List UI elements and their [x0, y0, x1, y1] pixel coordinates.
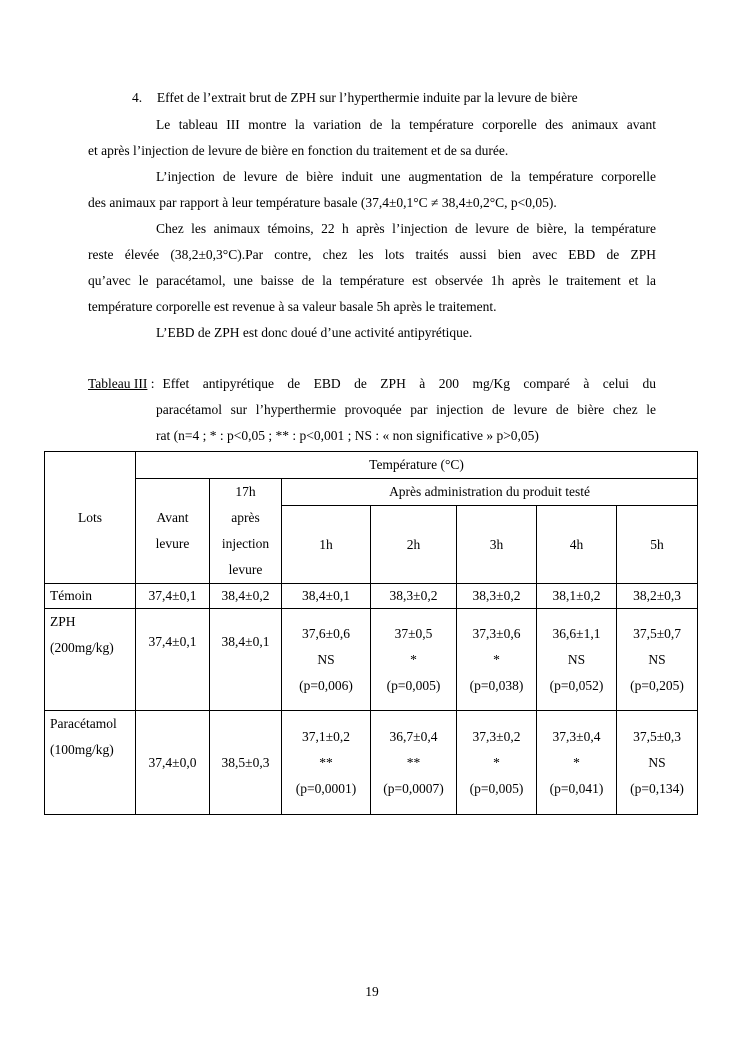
section-heading	[132, 89, 578, 107]
caption-colon: :	[147, 376, 155, 391]
cell-value: 36,6±1,1 NS (p=0,052)	[537, 609, 617, 711]
cell-17h: 38,4±0,1	[210, 609, 282, 711]
cell-value: 37,5±0,7 NS (p=0,205)	[617, 609, 698, 711]
cell-value: 37±0,5 * (p=0,005)	[371, 609, 457, 711]
paragraph-1-line-2: et après l’injection de levure de bière en fonction du traitement et de sa durée.	[88, 143, 509, 158]
paragraph-3-line-2: reste élevée (38,2±0,3°C).Par contre, chez les lots traités aussi bien avec EBD de ZPH	[88, 247, 656, 262]
paragraph-2-line-1: L’injection de levure de bière induit une augmentation de la température corporelle	[156, 169, 656, 184]
table-row	[45, 711, 698, 815]
table-row	[45, 584, 698, 609]
lot-label: ZPH (200mg/kg)	[45, 609, 136, 711]
cell-value: 38,3±0,2	[457, 584, 537, 609]
cell-value: 37,3±0,6 * (p=0,038)	[457, 609, 537, 711]
cell-value: 38,1±0,2	[537, 584, 617, 609]
header-17h: 17h après injection levure	[210, 479, 282, 584]
cell-17h: 38,4±0,2	[210, 584, 282, 609]
cell-value: 37,3±0,2 * (p=0,005)	[457, 711, 537, 815]
cell-value: 38,2±0,3	[617, 584, 698, 609]
cell-value: 36,7±0,4 ** (p=0,0007)	[371, 711, 457, 815]
caption-label: Tableau III	[88, 376, 148, 391]
lot-label: Paracétamol (100mg/kg)	[45, 711, 136, 815]
header-hour: 3h	[457, 506, 537, 584]
section-title: Effet de l’extrait brut de ZPH sur l’hyperthermie induite par la levure de bière	[156, 90, 578, 105]
paragraph-3-line-3: qu’avec le paracétamol, une baisse de la température est observée 1h après le traitement et la	[88, 273, 656, 288]
header-apres: Après administration du produit testé	[282, 479, 698, 506]
cell-avant: 37,4±0,1	[136, 609, 210, 711]
paragraph-1-line-1: Le tableau III montre la variation de la température corporelle des animaux avant	[156, 117, 656, 132]
cell-value: 37,1±0,2 ** (p=0,0001)	[282, 711, 371, 815]
cell-value: 37,6±0,6 NS (p=0,006)	[282, 609, 371, 711]
paragraph-4-line-1: L’EBD de ZPH est donc doué d’une activité antipyrétique.	[156, 325, 473, 340]
header-lots: Lots	[45, 452, 136, 584]
header-hour: 2h	[371, 506, 457, 584]
cell-value: 37,3±0,4 * (p=0,041)	[537, 711, 617, 815]
table-caption-line-1	[88, 375, 656, 393]
paragraph-3-line-1: Chez les animaux témoins, 22 h après l’injection de levure de bière, la température	[156, 221, 656, 236]
header-avant: Avant levure	[136, 479, 210, 584]
cell-value: 38,3±0,2	[371, 584, 457, 609]
header-temperature: Température (°C)	[136, 452, 698, 479]
paragraph-2-line-2: des animaux par rapport à leur température basale (37,4±0,1°C ≠ 38,4±0,2°C, p<0,05).	[88, 195, 557, 210]
table-caption-line-3: rat (n=4 ; * : p<0,05 ; ** : p<0,001 ; NS : « non significative » p>0,05)	[156, 428, 539, 443]
header-hour: 5h	[617, 506, 698, 584]
cell-value: 38,4±0,1	[282, 584, 371, 609]
paragraph-3-line-4: température corporelle est revenue à sa valeur basale 5h après le traitement.	[88, 299, 497, 314]
table-caption-line-2: paracétamol sur l’hyperthermie provoquée par injection de levure de bière chez le	[156, 402, 656, 417]
lot-label: Témoin	[45, 584, 136, 609]
header-hour: 4h	[537, 506, 617, 584]
section-number: 4.	[132, 90, 143, 105]
caption-text-1: Effet antipyrétique de EBD de ZPH à 200 mg/Kg comparé à celui du	[162, 376, 656, 391]
table-row	[45, 609, 698, 711]
cell-avant: 37,4±0,1	[136, 584, 210, 609]
cell-value: 37,5±0,3 NS (p=0,134)	[617, 711, 698, 815]
temperature-table	[44, 451, 698, 815]
header-hour: 1h	[282, 506, 371, 584]
cell-avant: 37,4±0,0	[136, 711, 210, 815]
page-number: 19	[365, 984, 379, 999]
cell-17h: 38,5±0,3	[210, 711, 282, 815]
